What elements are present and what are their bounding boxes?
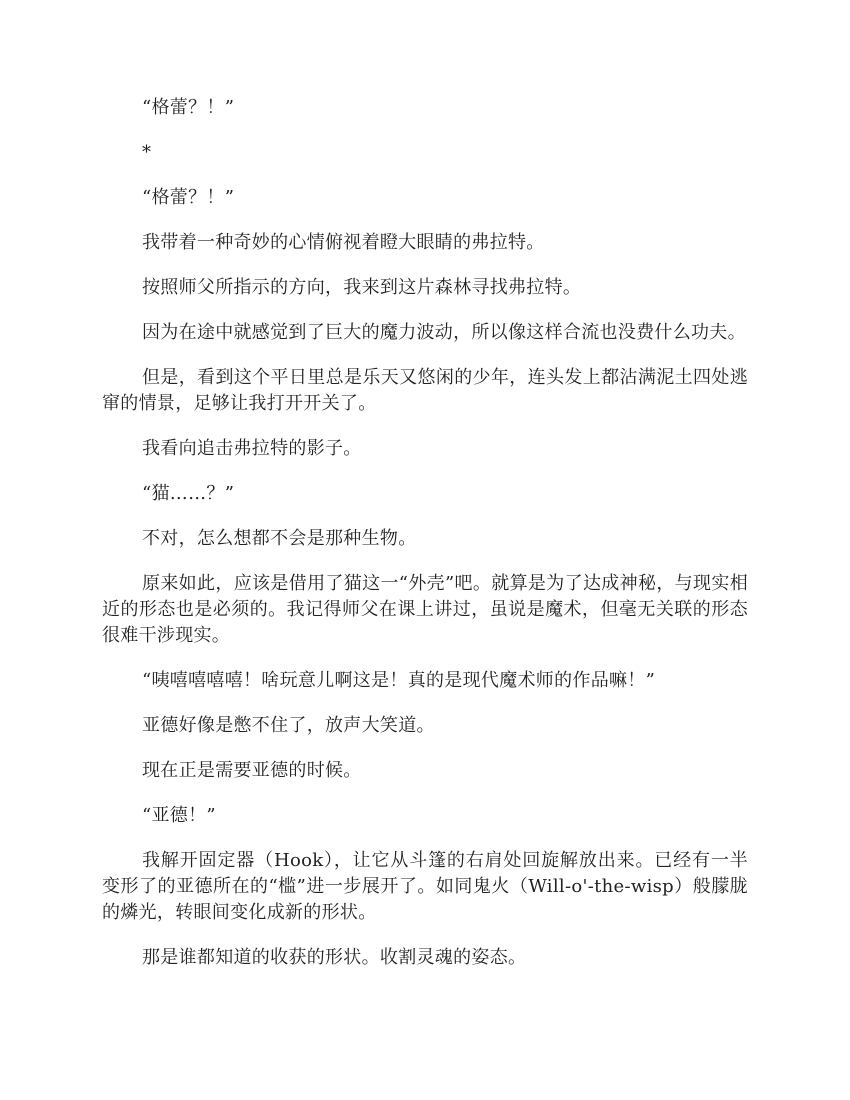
paragraph: “咦嘻嘻嘻嘻！啥玩意儿啊这是！真的是现代魔术师的作品嘛！” (142, 670, 656, 691)
paragraph: 我看向追击弗拉特的影子。 (142, 438, 362, 459)
paragraph: 原来如此，应该是借用了猫这一“外壳”吧。就算是为了达成神秘，与现实相近的形态也是必须的。我记得师父在课上讲过，虽说是魔术，但毫无关联的形态很难干涉现实。 (102, 573, 748, 646)
paragraph: 我解开固定器（Hook），让它从斗篷的右肩处回旋解放出来。已经有一半变形了的亚德所在的“槛”进一步展开了。如同鬼火（Will-o'-the-wisp）般朦胧的燐光，转眼间变化成新的形状。 (102, 850, 748, 923)
paragraph: 按照师父所指示的方向，我来到这片森林寻找弗拉特。 (142, 277, 582, 298)
paragraph: 那是谁都知道的收获的形状。收割灵魂的姿态。 (142, 947, 527, 968)
paragraph: “格蕾？！” (142, 187, 235, 208)
paragraph: 但是，看到这个平日里总是乐天又悠闲的少年，连头发上都沾满泥土四处逃窜的情景，足够让我打开开关了。 (102, 367, 748, 414)
paragraph: “格蕾？！” (142, 97, 235, 118)
paragraph: 因为在途中就感觉到了巨大的魔力波动，所以像这样合流也没费什么功夫。 (142, 322, 746, 343)
paragraph: 我带着一种奇妙的心情俯视着瞪大眼睛的弗拉特。 (142, 232, 545, 253)
document-body (102, 95, 748, 990)
paragraph: “猫……？” (142, 483, 235, 504)
paragraph: 不对，怎么想都不会是那种生物。 (142, 528, 417, 549)
paragraph: “亚德！” (142, 805, 216, 826)
scene-break: * (142, 142, 152, 163)
paragraph: 亚德好像是憋不住了，放声大笑道。 (142, 715, 435, 736)
paragraph: 现在正是需要亚德的时候。 (142, 760, 362, 781)
